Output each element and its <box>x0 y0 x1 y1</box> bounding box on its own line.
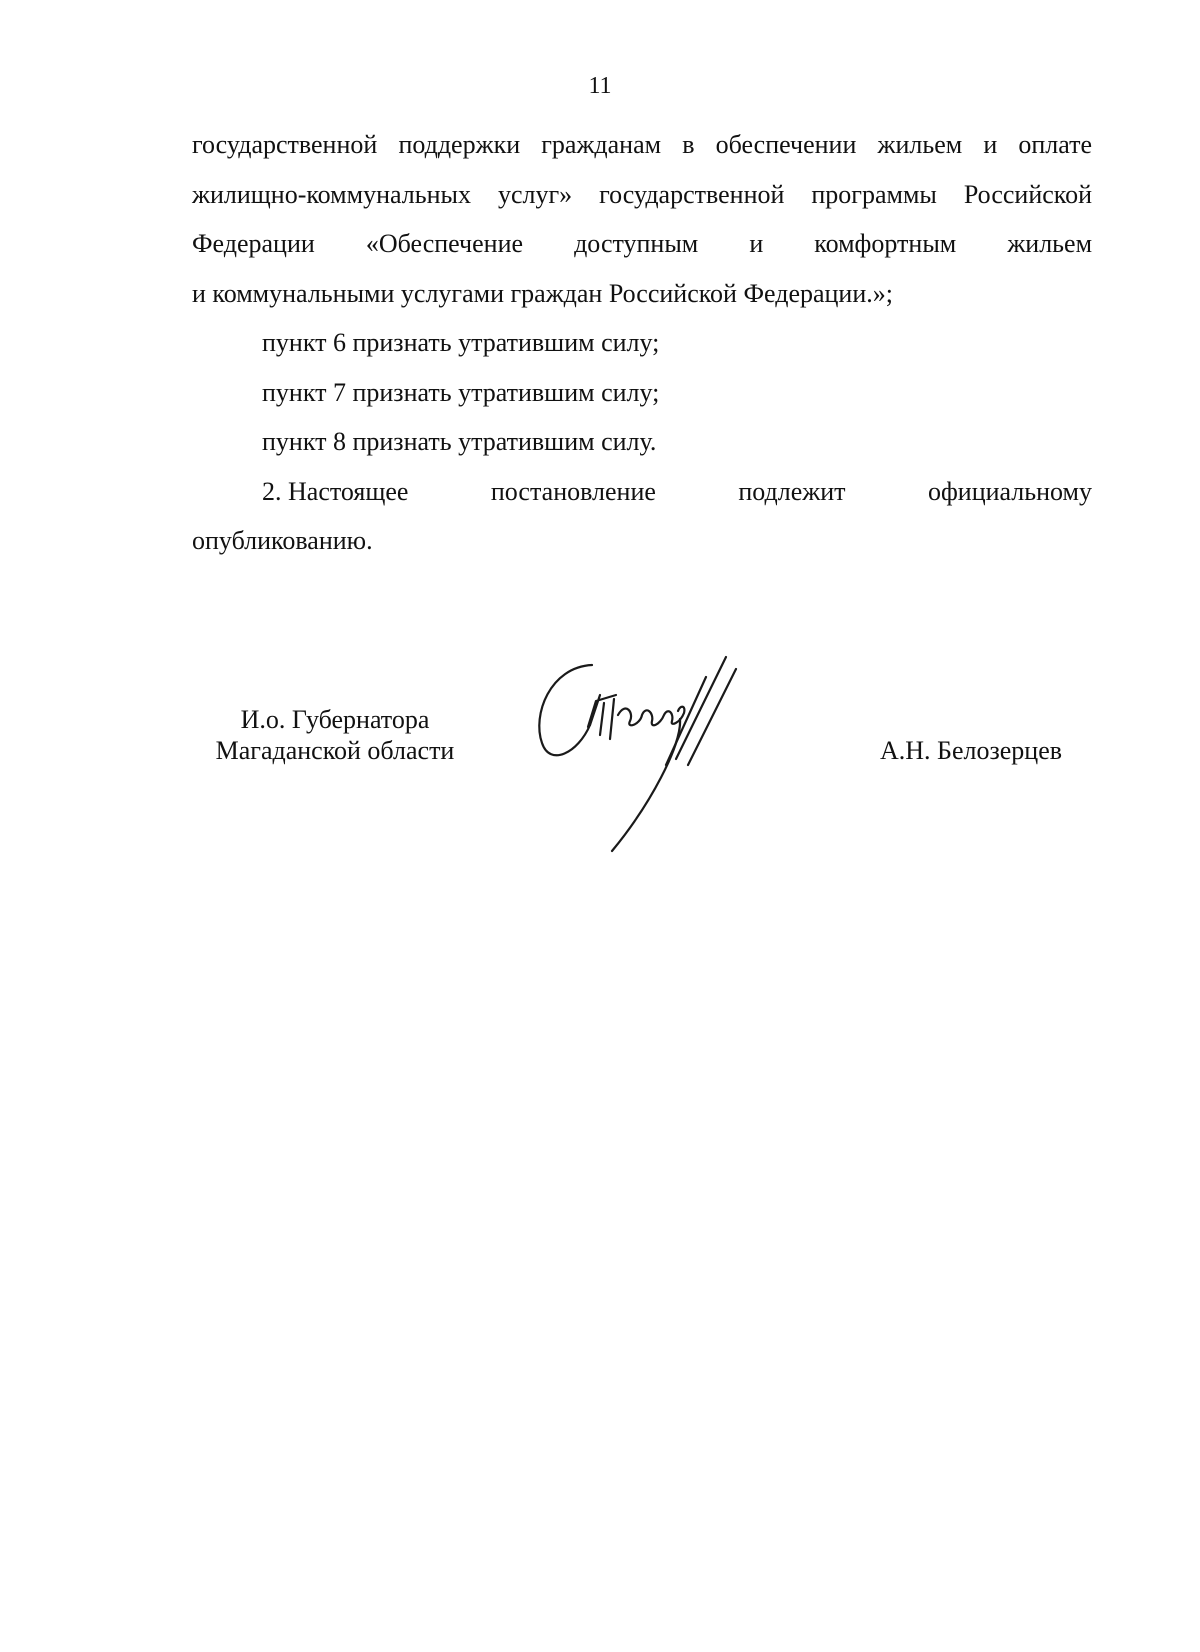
word: жильем <box>1007 229 1093 258</box>
word: и <box>983 130 998 159</box>
signature-loop <box>539 665 592 755</box>
item-7: пункт 7 признать утратившим силу; <box>262 377 660 407</box>
signature-stroke <box>588 695 616 739</box>
item-2-tail: опубликованию. <box>192 526 373 555</box>
word: и <box>749 229 764 258</box>
text-line-1 <box>192 120 1092 170</box>
word: жилищно-коммунальных <box>192 179 471 209</box>
signatory-title-line-1: И.о. Губернатора <box>240 705 430 734</box>
page-number: 11 <box>588 73 612 99</box>
word: поддержки <box>398 130 521 159</box>
word: в <box>682 130 695 159</box>
word: гражданам <box>541 130 662 159</box>
word: Федерации <box>192 229 315 258</box>
word: 2. Настоящее <box>262 476 409 506</box>
handwritten-signature <box>530 655 790 865</box>
signatory-name: А.Н. Белозерцев <box>880 736 1063 765</box>
word: доступным <box>574 229 699 258</box>
word: государственной <box>192 130 378 159</box>
word: официальному <box>927 476 1092 506</box>
signatory-title-line-2: Магаданской области <box>215 736 455 765</box>
word: подлежит <box>738 476 846 506</box>
signatory-title <box>190 704 480 766</box>
body-text <box>192 120 1092 566</box>
word: Российской <box>963 179 1092 209</box>
item-6: пункт 6 признать утратившим силу; <box>262 328 660 357</box>
text-line-2 <box>192 170 1092 220</box>
signature-letters <box>618 707 684 726</box>
item-8: пункт 8 признать утратившим силу. <box>262 427 657 456</box>
word: государственной <box>599 179 785 209</box>
word: оплате <box>1018 130 1093 159</box>
word: постановление <box>490 476 656 506</box>
word: программы <box>811 179 937 209</box>
word: «Обеспечение <box>365 229 524 258</box>
word: комфортным <box>814 229 957 258</box>
item-2-line <box>192 467 1092 517</box>
text-line-4: и коммунальными услугами граждан Российской Федерации.»; <box>192 278 893 308</box>
word: жильем <box>877 130 963 159</box>
signature-tail <box>612 719 680 851</box>
text-line-3 <box>192 219 1092 269</box>
word: обеспечении <box>715 130 857 159</box>
word: услуг» <box>497 179 573 209</box>
